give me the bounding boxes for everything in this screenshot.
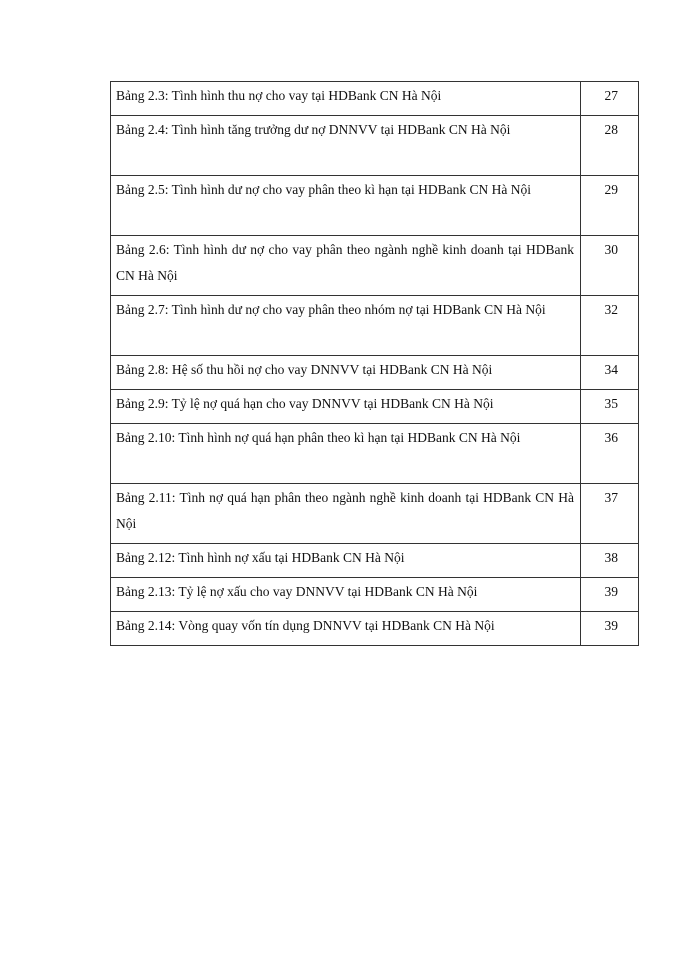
toc-entry-title: Bảng 2.9: Tỷ lệ nợ quá hạn cho vay DNNVV tại HDBank CN Hà Nội [111,390,581,424]
table-row [111,356,639,390]
toc-entry-title: Bảng 2.6: Tình hình dư nợ cho vay phân theo ngành nghề kinh doanh tại HDBank CN Hà Nội [111,236,581,296]
table-row [111,390,639,424]
toc-entry-page: 28 [581,116,639,176]
toc-entry-title: Bảng 2.5: Tình hình dư nợ cho vay phân theo kì hạn tại HDBank CN Hà Nội [111,176,581,236]
table-of-contents [110,81,639,646]
toc-entry-page: 35 [581,390,639,424]
table-row [111,424,639,484]
table-row [111,176,639,236]
toc-entry-page: 39 [581,612,639,646]
toc-entry-title: Bảng 2.11: Tình nợ quá hạn phân theo ngành nghề kinh doanh tại HDBank CN Hà Nội [111,484,581,544]
toc-entry-title: Bảng 2.4: Tình hình tăng trưởng dư nợ DNNVV tại HDBank CN Hà Nội [111,116,581,176]
toc-entry-page: 39 [581,578,639,612]
toc-entry-title: Bảng 2.7: Tình hình dư nợ cho vay phân theo nhóm nợ tại HDBank CN Hà Nội [111,296,581,356]
toc-entry-page: 30 [581,236,639,296]
toc-entry-title: Bảng 2.12: Tình hình nợ xấu tại HDBank CN Hà Nội [111,544,581,578]
table-row [111,578,639,612]
toc-entry-page: 37 [581,484,639,544]
toc-entry-page: 34 [581,356,639,390]
table-row [111,484,639,544]
toc-entry-title: Bảng 2.8: Hệ số thu hồi nợ cho vay DNNVV tại HDBank CN Hà Nội [111,356,581,390]
table-row [111,116,639,176]
toc-entry-page: 38 [581,544,639,578]
toc-entry-title: Bảng 2.14: Vòng quay vốn tín dụng DNNVV tại HDBank CN Hà Nội [111,612,581,646]
toc-entry-page: 27 [581,82,639,116]
toc-entry-page: 32 [581,296,639,356]
table-row [111,236,639,296]
table-row [111,82,639,116]
table-row [111,544,639,578]
toc-entry-title: Bảng 2.3: Tình hình thu nợ cho vay tại HDBank CN Hà Nội [111,82,581,116]
table-row [111,612,639,646]
table-row [111,296,639,356]
toc-entry-page: 29 [581,176,639,236]
toc-entry-page: 36 [581,424,639,484]
toc-entry-title: Bảng 2.13: Tỷ lệ nợ xấu cho vay DNNVV tại HDBank CN Hà Nội [111,578,581,612]
toc-entry-title: Bảng 2.10: Tình hình nợ quá hạn phân theo kì hạn tại HDBank CN Hà Nội [111,424,581,484]
